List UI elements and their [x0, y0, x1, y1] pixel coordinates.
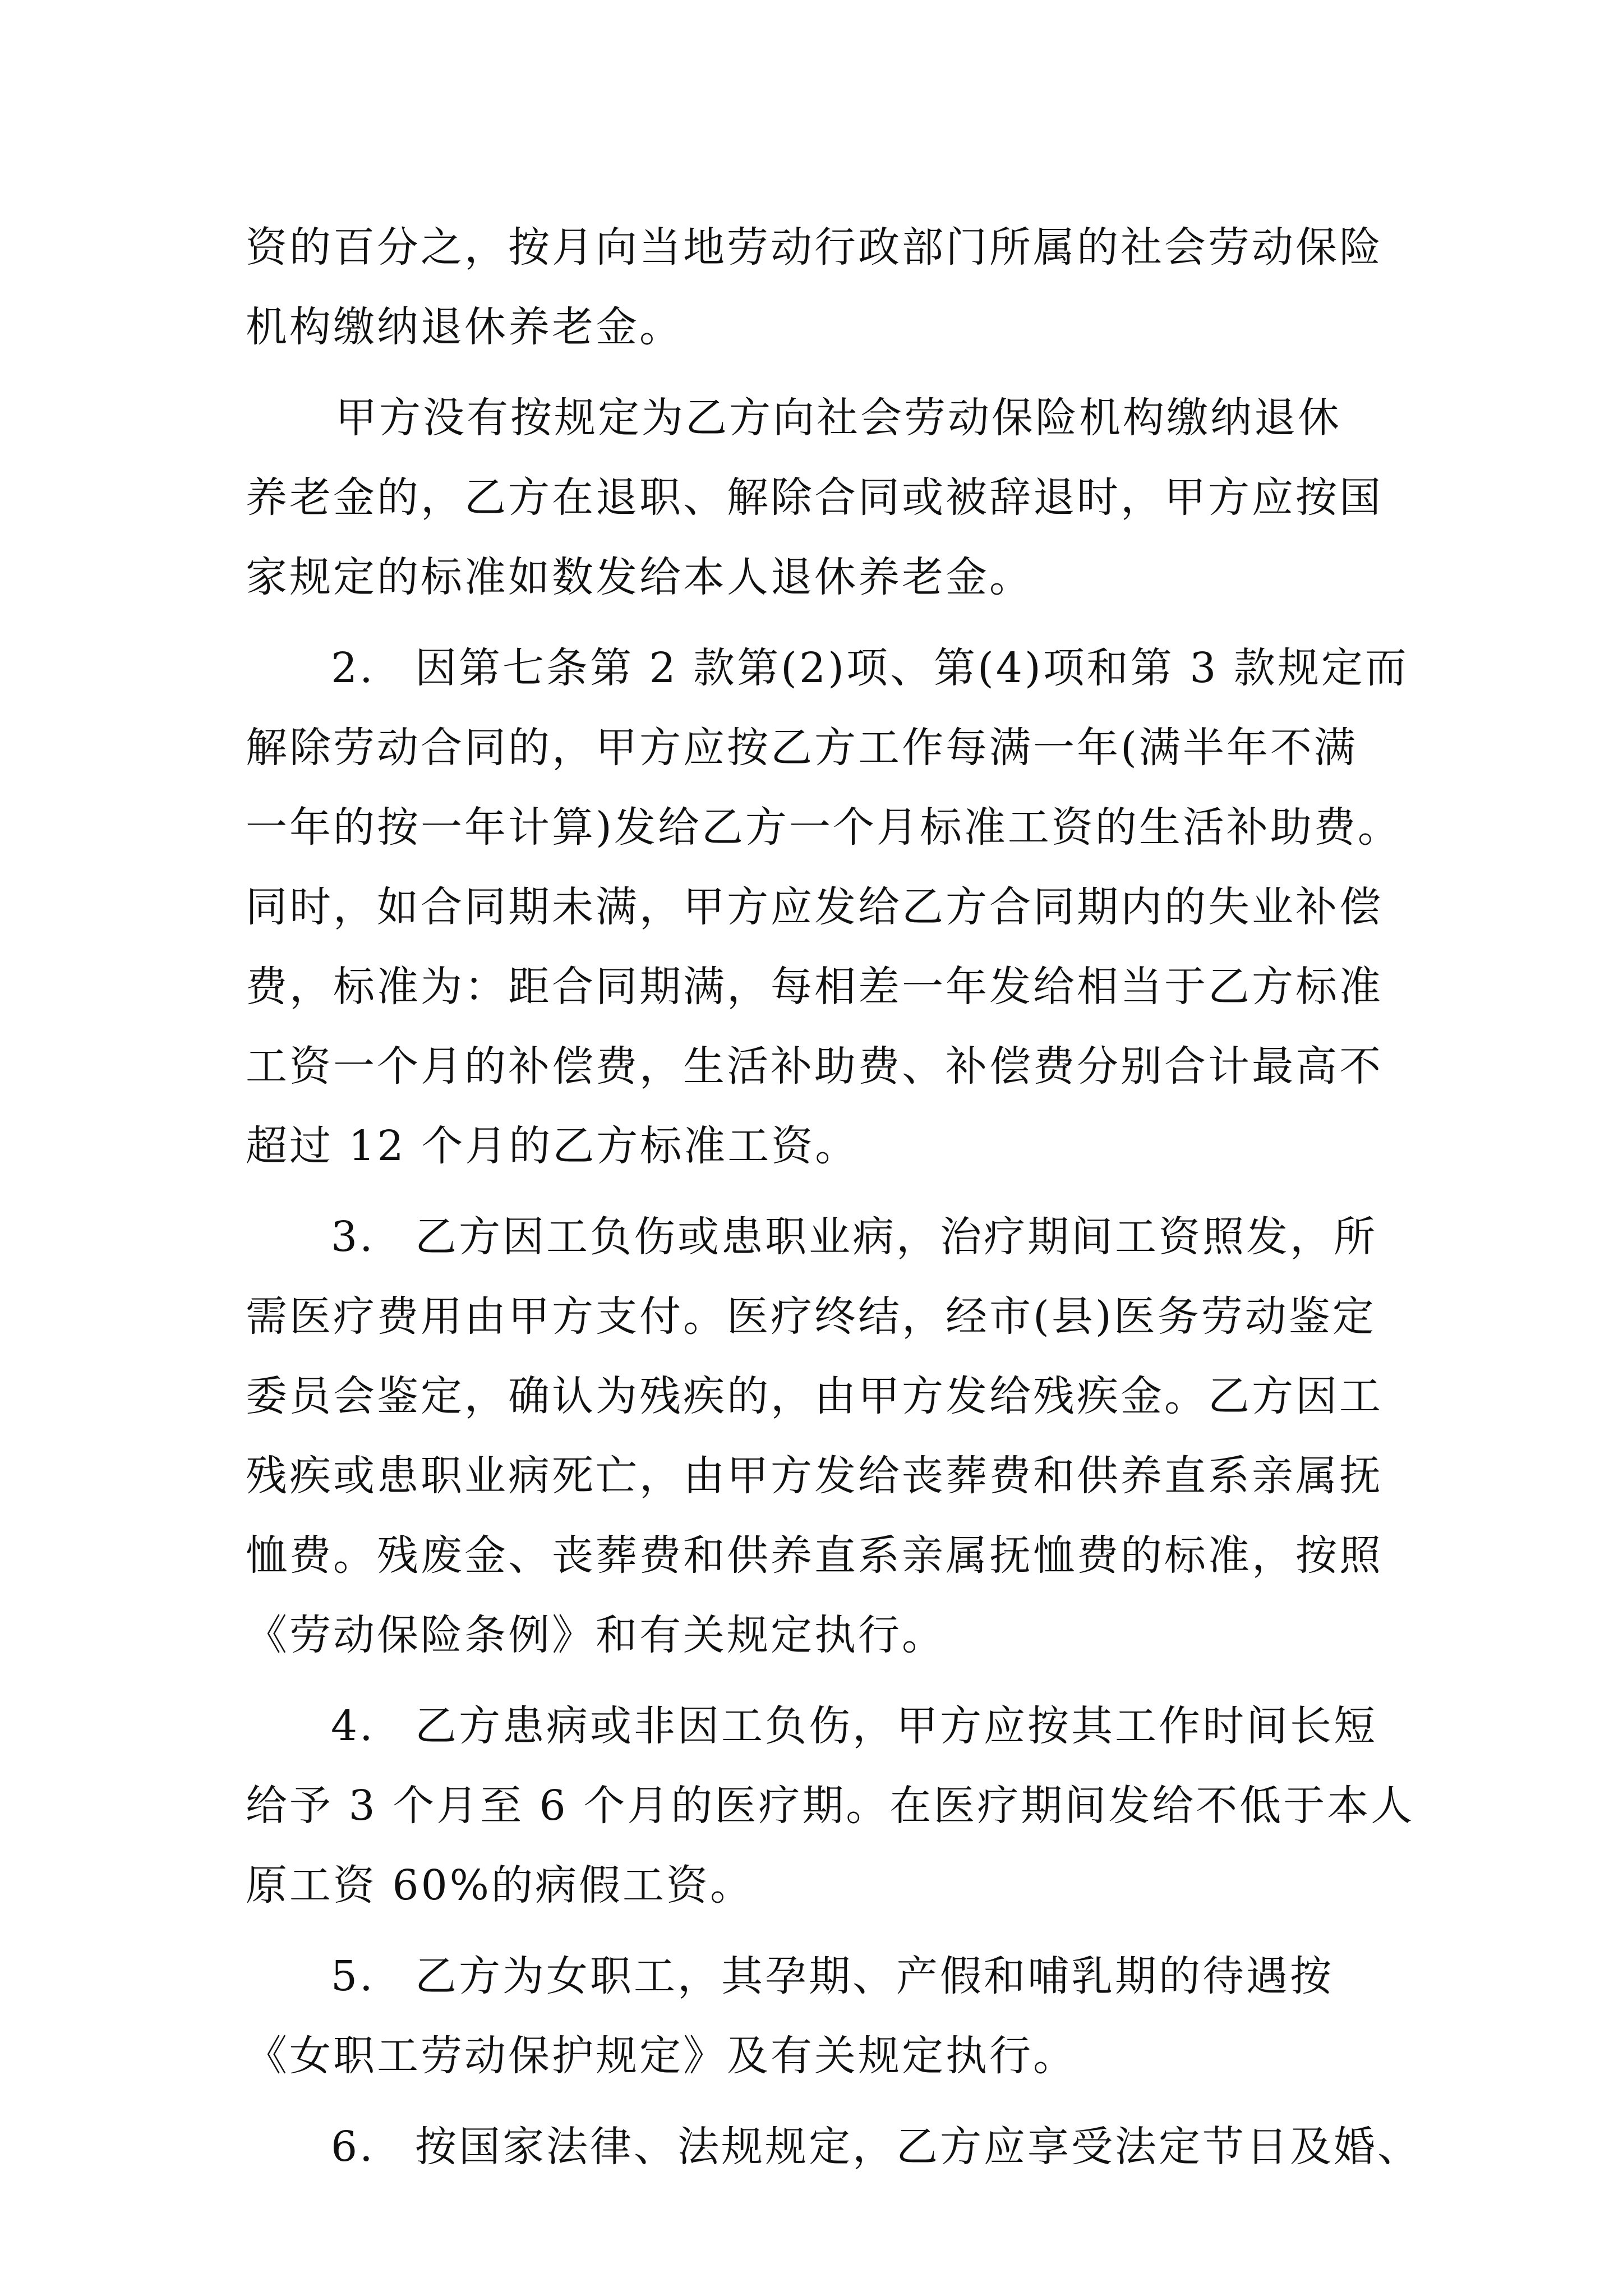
text-line: 机构缴纳退休养老金。	[246, 303, 683, 351]
item-text: 因第七条第 2 款第(2)项、第(4)项和第 3 款规定而	[415, 644, 1409, 692]
text-line: 解除劳动合同的，甲方应按乙方工作每满一年(满半年不满	[246, 724, 1358, 772]
text-line: 需医疗费用由甲方支付。医疗终结，经市(县)医务劳动鉴定	[246, 1292, 1376, 1341]
list-item-6	[246, 2107, 1421, 2187]
text-line: 同时，如合同期未满，甲方应发给乙方合同期内的失业补偿	[246, 883, 1383, 931]
text-line: 原工资 60%的病假工资。	[246, 1861, 754, 1910]
list-item-4	[246, 1686, 1390, 1766]
item-text: 乙方因工负伤或患职业病，治疗期间工资照发，所	[415, 1213, 1377, 1261]
item-number: 2.	[331, 644, 375, 692]
item-text: 按国家法律、法规规定，乙方应享受法定节日及婚、	[415, 2123, 1421, 2171]
list-item-3	[246, 1197, 1390, 1277]
text-line: 费，标准为：距合同期满，每相差一年发给相当于乙方标准	[246, 963, 1383, 1011]
text-line: 恤费。残废金、丧葬费和供养直系亲属抚恤费的标准，按照	[246, 1531, 1383, 1580]
item-number: 4.	[331, 1702, 375, 1750]
item-number: 3.	[331, 1213, 375, 1261]
document-body	[246, 208, 1421, 2187]
text-line: 一年的按一年计算)发给乙方一个月标准工资的生活补助费。	[246, 803, 1401, 852]
text-line: 超过 12 个月的乙方标准工资。	[246, 1122, 859, 1170]
text-line: 工资一个月的补偿费，生活补助费、补偿费分别合计最高不	[246, 1042, 1383, 1091]
text-line: 资的百分之，按月向当地劳动行政部门所属的社会劳动保险	[246, 223, 1383, 272]
text-line: 委员会鉴定，确认为残疾的，由甲方发给残疾金。乙方因工	[246, 1372, 1383, 1420]
paragraph-first-line: 甲方没有按规定为乙方向社会劳动保险机构缴纳退休	[335, 394, 1341, 442]
item-text: 乙方为女职工，其孕期、产假和哺乳期的待遇按	[415, 1952, 1334, 2000]
text-line: 家规定的标准如数发给本人退休养老金。	[246, 553, 1033, 601]
text-line: 残疾或患职业病死亡，由甲方发给丧葬费和供养直系亲属抚	[246, 1452, 1383, 1500]
list-item-2	[246, 628, 1409, 708]
text-line: 《劳动保险条例》和有关规定执行。	[246, 1611, 946, 1659]
text-line: 养老金的，乙方在退职、解除合同或被辞退时，甲方应按国	[246, 473, 1383, 522]
list-item-5	[246, 1936, 1390, 2016]
item-text: 乙方患病或非因工负伤，甲方应按其工作时间长短	[415, 1702, 1377, 1750]
item-number: 6.	[331, 2123, 375, 2171]
text-line: 《女职工劳动保护规定》及有关规定执行。	[246, 2032, 1077, 2080]
item-number: 5.	[331, 1952, 375, 2000]
text-line: 给予 3 个月至 6 个月的医疗期。在医疗期间发给不低于本人	[246, 1782, 1415, 1830]
